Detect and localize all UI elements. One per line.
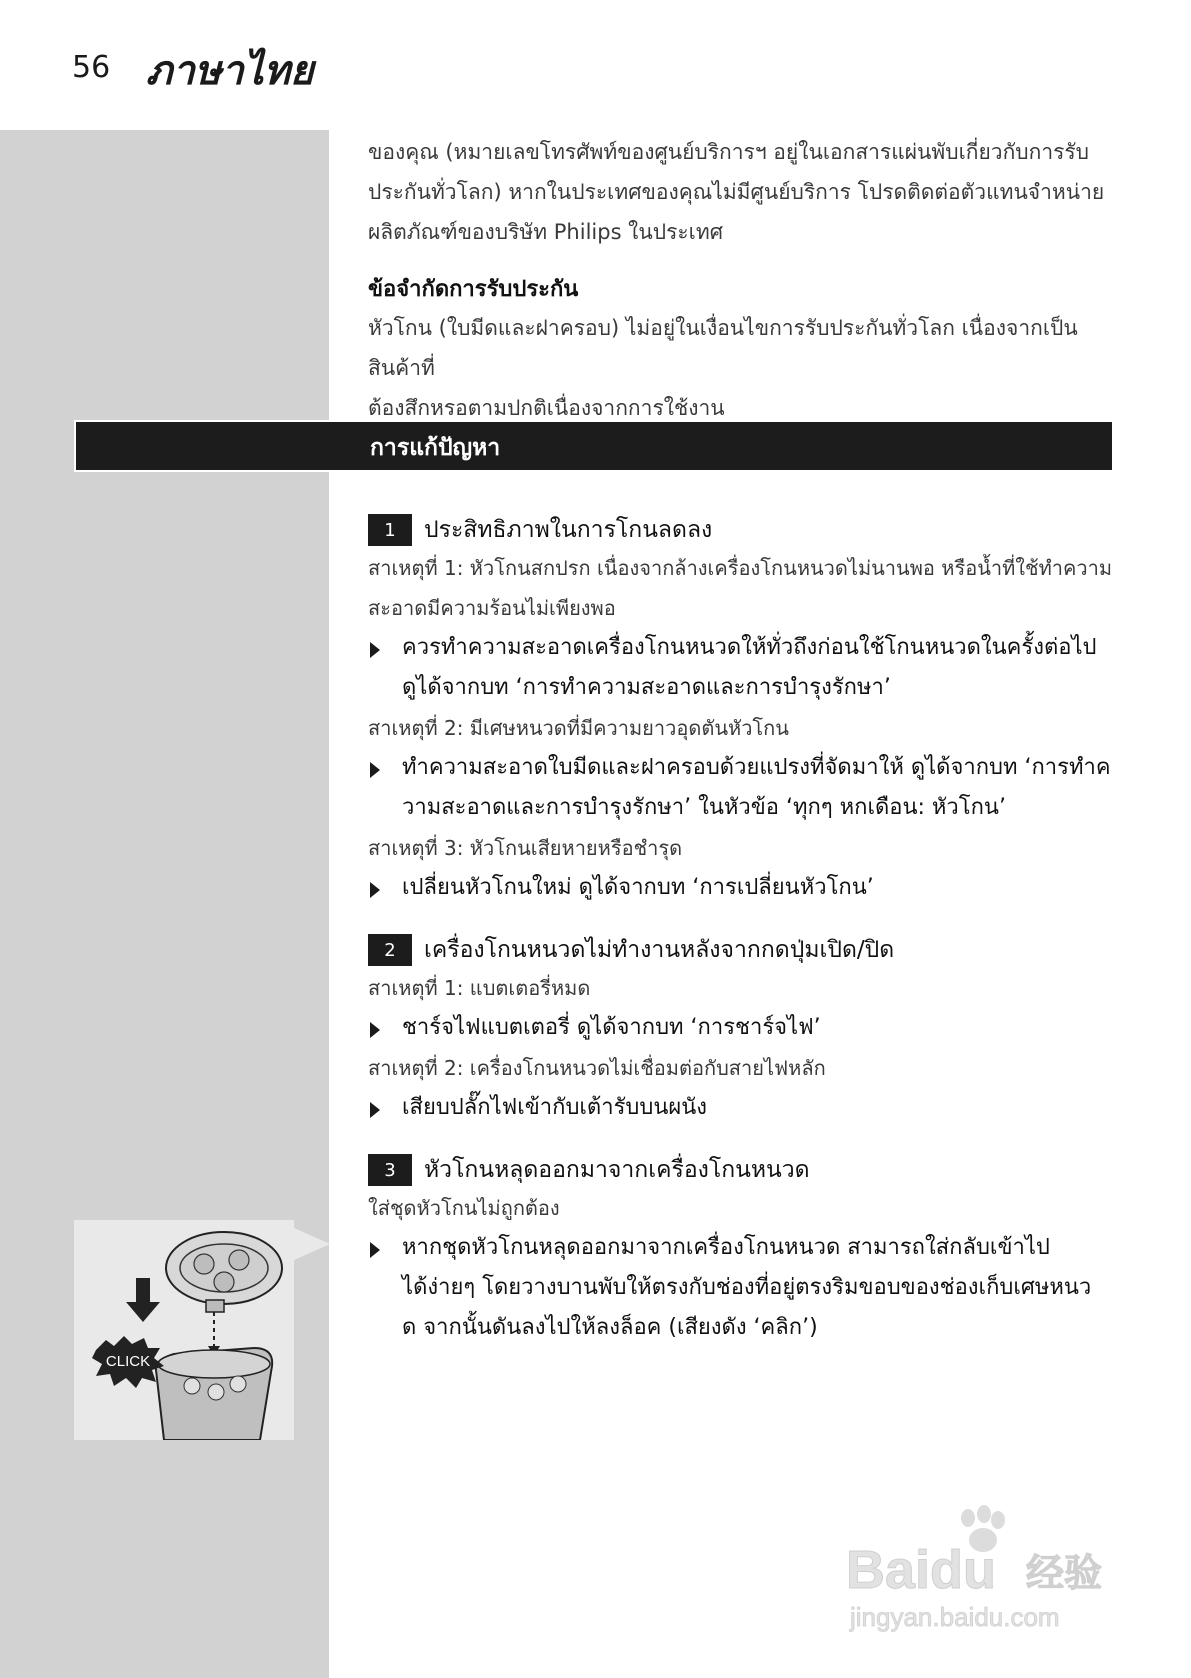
solution-text: ด จากนั้นดันลงไปให้ลงล็อค (เสียงดัง ‘คลิก’) bbox=[402, 1315, 818, 1340]
problem-3 bbox=[368, 1152, 1128, 1348]
blade-unit bbox=[214, 1272, 234, 1292]
warranty-heading: ข้อจำกัดการรับประกัน bbox=[368, 277, 579, 302]
solution-item bbox=[368, 628, 1128, 708]
bullet-triangle-icon bbox=[370, 762, 380, 778]
solution-text: ได้ง่ายๆ โดยวางบานพับให้ตรงกับช่องที่อยู่ตรงริมขอบของช่องเก็บเศษหนว bbox=[402, 1275, 1092, 1300]
solution-item bbox=[368, 1228, 1128, 1348]
bullet-triangle-icon bbox=[370, 1242, 380, 1258]
blade-unit bbox=[194, 1254, 214, 1274]
hair-chamber-shape bbox=[158, 1350, 270, 1378]
problem-title: เครื่องโกนหนวดไม่ทำงานหลังจากกดปุ่มเปิด/ปิด bbox=[424, 937, 895, 963]
solution-text: วามสะอาดและการบำรุงรักษา’ ในหัวข้อ ‘ทุกๆ หกเดือน: หัวโกน’ bbox=[402, 795, 1006, 820]
page-language-title: ภาษาไทย bbox=[146, 48, 314, 94]
problem-1 bbox=[368, 512, 1128, 908]
gray-sidebar bbox=[0, 130, 329, 1678]
solution-text: หากชุดหัวโกนหลุดออกมาจากเครื่องโกนหนวด สามารถใส่กลับเข้าไป bbox=[402, 1235, 1050, 1260]
bullet-triangle-icon bbox=[370, 1102, 380, 1118]
solution-text: ชาร์จไฟแบตเตอรี่ ดูได้จากบท ‘การชาร์จไฟ’ bbox=[402, 1015, 821, 1040]
problem-number-badge: 3 bbox=[368, 1154, 412, 1186]
watermark-chinese: 经验 bbox=[1026, 1551, 1103, 1595]
warranty-line: หัวโกน (ใบมีดและฝาครอบ) ไม่อยู่ในเงื่อนไขการรับประกันทั่วโลก เนื่องจากเป็นสินค้าที่ bbox=[368, 316, 1078, 380]
cutter-post bbox=[230, 1376, 246, 1392]
shaver-head-illustration bbox=[74, 1220, 294, 1440]
cause-text: ใส่ชุดหัวโกนไม่ถูกต้อง bbox=[368, 1196, 560, 1220]
solution-item bbox=[368, 1008, 1128, 1048]
bullet-triangle-icon bbox=[370, 1022, 380, 1038]
cause-text: สาเหตุที่ 2: มีเศษหนวดที่มีความยาวอุดตันหัวโกน bbox=[368, 716, 789, 740]
problem-number-badge: 2 bbox=[368, 934, 412, 966]
intro-paragraph bbox=[368, 132, 1123, 252]
watermark-brand: Baidu bbox=[846, 1540, 997, 1600]
bullet-triangle-icon bbox=[370, 882, 380, 898]
problem-number-badge: 1 bbox=[368, 514, 412, 546]
click-label: CLICK bbox=[105, 1353, 151, 1370]
cause-text: สาเหตุที่ 1: แบตเตอรี่หมด bbox=[368, 976, 591, 1000]
section-title: การแก้ปัญหา bbox=[370, 435, 501, 461]
warranty-line: ต้องสึกหรอตามปกติเนื่องจากการใช้งาน bbox=[368, 396, 725, 420]
solution-item bbox=[368, 1088, 1128, 1128]
bullet-triangle-icon bbox=[370, 642, 380, 658]
solution-item bbox=[368, 748, 1128, 828]
cutter-post bbox=[184, 1378, 200, 1394]
down-arrow-icon bbox=[126, 1302, 160, 1322]
cause-text: สาเหตุที่ 2: เครื่องโกนหนวดไม่เชื่อมต่อกับสายไฟหลัก bbox=[368, 1056, 826, 1080]
solution-text: เสียบปลั๊กไฟเข้ากับเต้ารับบนผนัง bbox=[402, 1095, 708, 1120]
shaver-drawing bbox=[74, 1220, 294, 1440]
warranty-block bbox=[368, 272, 1123, 428]
baidu-logo bbox=[846, 1500, 1126, 1640]
solution-text: ดูได้จากบท ‘การทำความสะอาดและการบำรุงรักษา’ bbox=[402, 675, 891, 700]
illustration-pointer bbox=[294, 1228, 330, 1260]
intro-line: ของคุณ (หมายเลขโทรศัพท์ของศูนย์บริการฯ อยู่ในเอกสารแผ่นพับเกี่ยวกับการรับ bbox=[368, 140, 1090, 164]
section-header-bar bbox=[74, 420, 1114, 472]
solution-item bbox=[368, 868, 1128, 908]
cause-text: สะอาดมีความร้อนไม่เพียงพอ bbox=[368, 596, 616, 620]
cause-text: สาเหตุที่ 3: หัวโกนเสียหายหรือชำรุด bbox=[368, 836, 683, 860]
problem-title: ประสิทธิภาพในการโกนลดลง bbox=[424, 517, 713, 543]
solution-text: ทำความสะอาดใบมีดและฝาครอบด้วยแปรงที่จัดมาให้ ดูได้จากบท ‘การทำค bbox=[402, 755, 1111, 780]
page-number: 56 bbox=[72, 50, 111, 85]
problem-heading bbox=[368, 1152, 1128, 1188]
cause-text: สาเหตุที่ 1: หัวโกนสกปรก เนื่องจากล้างเครื่องโกนหนวดไม่นานพอ หรือน้ำที่ใช้ทำความ bbox=[368, 556, 1113, 580]
problem-heading bbox=[368, 512, 1128, 548]
down-arrow-shaft bbox=[136, 1278, 150, 1302]
hinge-shape bbox=[206, 1300, 224, 1312]
solution-text: ควรทำความสะอาดเครื่องโกนหนวดให้ทั่วถึงก่อนใช้โกนหนวดในครั้งต่อไป bbox=[402, 635, 1097, 660]
problem-2 bbox=[368, 932, 1128, 1128]
problem-title: หัวโกนหลุดออกมาจากเครื่องโกนหนวด bbox=[424, 1157, 810, 1183]
cutter-post bbox=[208, 1384, 224, 1400]
watermark-url: jingyan.baidu.com bbox=[850, 1602, 1060, 1632]
intro-line: ประกันทั่วโลก) หากในประเทศของคุณไม่มีศูนย์บริการ โปรดติดต่อตัวแทนจำหน่าย bbox=[368, 180, 1105, 204]
problem-heading bbox=[368, 932, 1128, 968]
solution-text: เปลี่ยนหัวโกนใหม่ ดูได้จากบท ‘การเปลี่ยนหัวโกน’ bbox=[402, 875, 874, 900]
baidu-watermark bbox=[846, 1500, 1126, 1640]
intro-line: ผลิตภัณฑ์ของบริษัท Philips ในประเทศ bbox=[368, 220, 724, 244]
blade-unit bbox=[229, 1250, 249, 1270]
